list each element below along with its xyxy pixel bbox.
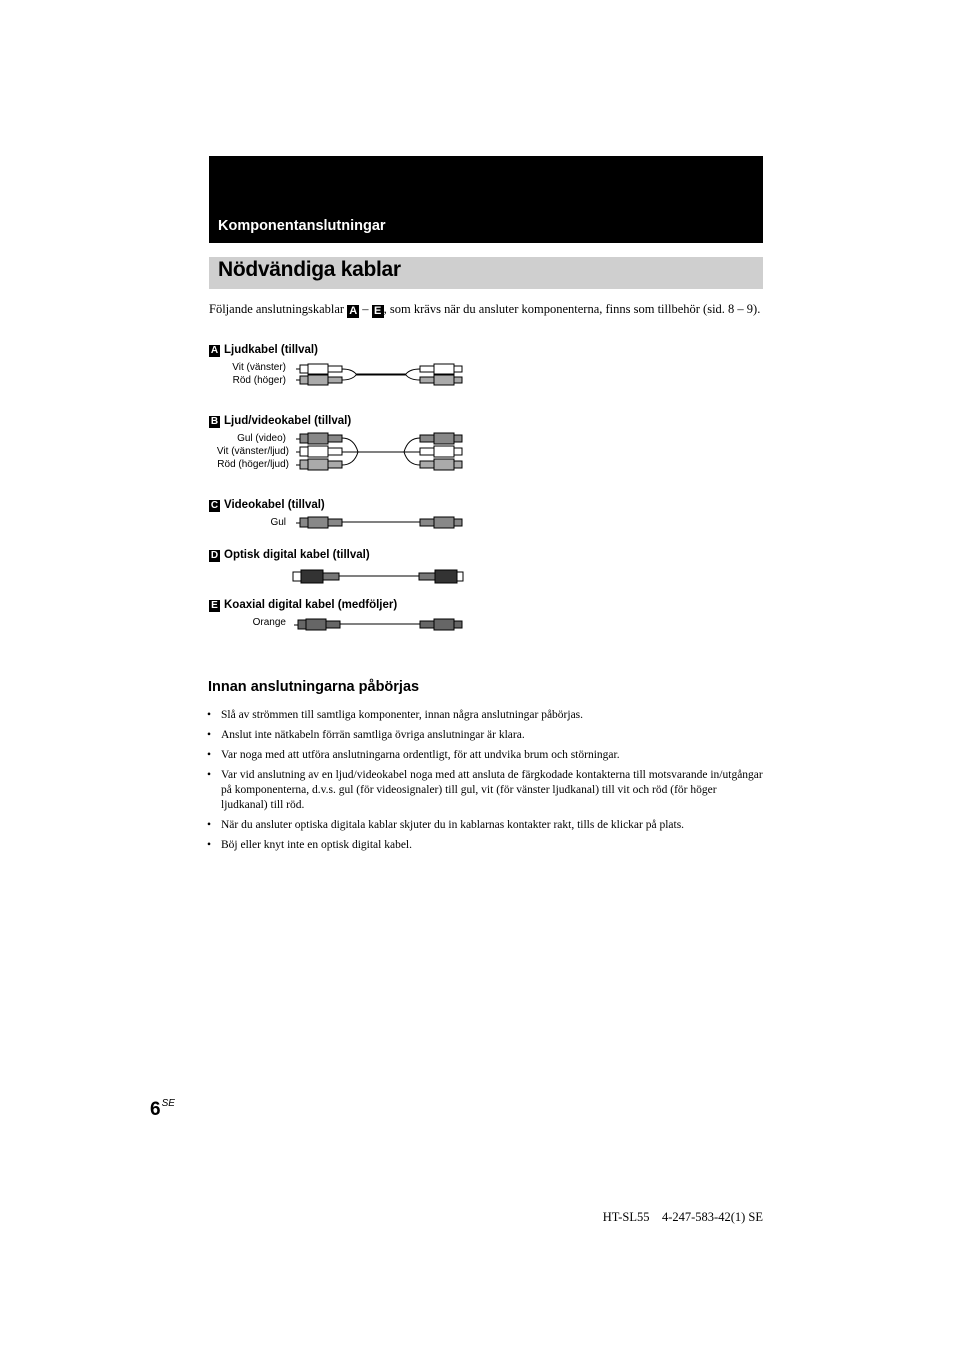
cable-c-illustration (290, 514, 466, 534)
list-item: • Slå av strömmen till samtliga komponenter, innan några anslutningar påbörjas. (206, 708, 766, 723)
cable-b-label-white: Vit (vänster/ljud) (216, 446, 289, 457)
cable-a-illustration (290, 360, 466, 390)
cable-e-title (209, 599, 397, 612)
cable-e-illustration (290, 616, 466, 636)
model-code-text: HT-SL55 4-247-583-42(1) SE (602, 1210, 763, 1224)
model-code (603, 1210, 763, 1225)
letter-badge-a: A (347, 305, 359, 318)
page-title: Nödvändiga kablar (218, 258, 401, 281)
cable-d-title-text: Optisk digital kabel (tillval) (224, 549, 370, 561)
list-item: • Anslut inte nätkabeln förrän samtliga övriga anslutningar är klara. (206, 728, 766, 743)
cable-a-label-white: Vit (vänster) (232, 362, 286, 373)
page-number-suffix: SE (161, 1098, 175, 1109)
intro-paragraph (209, 301, 761, 318)
cable-d-title (209, 549, 370, 562)
cable-b-title (209, 415, 351, 428)
intro-text-end: , som krävs när du ansluter komponenterna, finns som tillbehör (sid. 8 – 9). (383, 302, 761, 316)
intro-text-start: Följande anslutningskablar (209, 302, 348, 316)
cable-e-letter: E (209, 600, 220, 612)
cable-d-illustration (292, 568, 464, 586)
cable-e-label-orange: Orange (252, 617, 286, 628)
letter-badge-e: E (372, 305, 384, 318)
list-item: • När du ansluter optiska digitala kablar skjuter du in kablarnas kontakter rakt, tills de klickar på plats. (206, 818, 766, 833)
cable-b-letter: B (210, 416, 219, 427)
cable-c-letter: C (210, 500, 219, 511)
cable-c-label-yellow: Gul (270, 517, 286, 528)
cable-a-title-text: Ljudkabel (tillval) (224, 344, 318, 356)
section-label: Komponentanslutningar (218, 218, 386, 234)
cable-e-title-text: Koaxial digital kabel (medföljer) (224, 599, 398, 611)
cable-c-title-text: Videokabel (tillval) (224, 499, 325, 511)
intro-dash: – (359, 302, 372, 316)
before-section-heading: Innan anslutningarna påbörjas (208, 679, 420, 695)
cable-b-label-red: Röd (höger/ljud) (217, 459, 289, 470)
cable-b-illustration (292, 430, 466, 476)
cable-d-letter: D (210, 550, 219, 561)
cable-a-letter: A (210, 345, 219, 356)
cable-a-title (209, 344, 318, 357)
list-item: • Var vid anslutning av en ljud/videokabel noga med att ansluta de färgkodade kontakterna till motsvarande in/utgångar på komponenterna, d.v.s. gul (för videosignaler) till gul, vit (för vänster ljudkanal) till vit och röd (för höger ljudkanal) till röd. (206, 768, 766, 813)
cable-c-title (209, 499, 325, 512)
list-item: • Böj eller knyt inte en optisk digital kabel. (206, 838, 766, 853)
cable-b-title-text: Ljud/videokabel (tillval) (224, 415, 352, 427)
list-item: • Var noga med att utföra anslutningarna ordentligt, för att undvika brum och störningar. (206, 748, 766, 763)
precaution-list (206, 708, 766, 858)
page-number-value: 6 (150, 1099, 161, 1120)
page-number (150, 1098, 175, 1121)
cable-b-label-yellow: Gul (video) (237, 433, 286, 444)
cable-a-label-red: Röd (höger) (232, 375, 286, 386)
